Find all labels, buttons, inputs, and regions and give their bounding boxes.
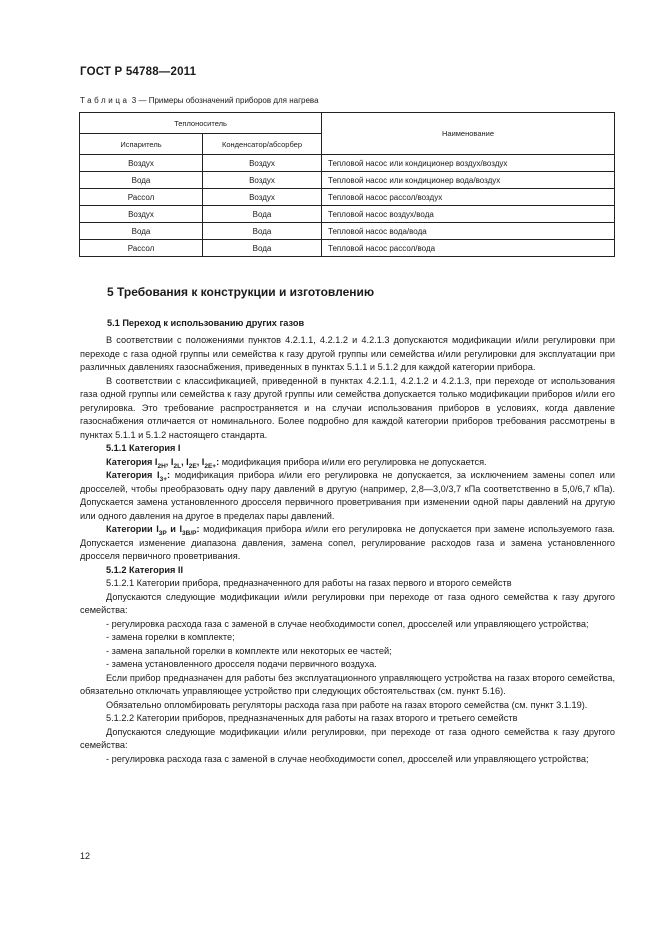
paragraph: Допускаются следующие модификации и/или регулировки при переходе от газа одного семейства к газу другого семейства: [80,591,615,615]
cell-condenser: Вода [203,223,322,240]
cell-evaporator: Вода [80,223,203,240]
cell-evaporator: Воздух [80,155,203,172]
category-subscript: 3+ [159,475,167,483]
clause-5-1-1-title: 5.1.1 Категория I [106,443,181,453]
table-caption [80,96,319,105]
subsection-title: 5.1 Переход к использованию других газов [107,318,305,328]
cell-name: Тепловой насос вода/вода [322,223,615,240]
cell-evaporator: Воздух [80,206,203,223]
paragraph: В соответствии с положениями пунктов 4.2.1.1, 4.2.1.2 и 4.2.1.3 допускаются модификации и/или регулировки при переходе с газа одной группы или семейства к газу другой группы или семейства и/или регулировки для эксплуатации при различных давлениях газоснабжения, приведенных в пунктах 5.1.1 и 5.1.2 для каждой категории прибора. [80,335,615,372]
category-text: модификация прибора и/или его регулировка не допускается, за исключением замены сопел или дросселей, чтобы преобразовать одну пару давлений в другую (например, 2,8—3,0/3,7 кПа соответственно в 5,0/6,7 кПа). Допускается замена установленного дросселя первичного проветривания при изменении одной пары давлений на другую или одного давления на другое в пределах пары давлений. [80,470,616,521]
header-heat-carrier: Теплоноситель [80,113,322,134]
cell-condenser: Воздух [203,172,322,189]
clause-5-1-2-title: 5.1.2 Категория II [106,564,184,575]
category-subscript: 2H [157,462,166,470]
paragraph: Обязательно опломбировать регуляторы расхода газа при работе на газах второго семейства (см. пункт 3.1.19). [106,699,588,710]
clause-5-1-2-1: 5.1.2.1 Категории прибора, предназначенного для работы на газах первого и второго семейств [106,578,512,588]
table-row [80,223,615,240]
table-row [80,189,615,206]
table-row [80,155,615,172]
list-item: - замена горелки в комплекте; [106,632,235,642]
category-text: модификация прибора и/или его регулировка не допускается при замене используемого газа. Допускается изменение диапазона давления, замена сопел, регулирование расходов газа и замена установленного дросселя первичного проветривания. [80,524,615,561]
cell-condenser: Воздух [203,155,322,172]
table-caption-prefix: Таблица [80,96,130,105]
paragraph: Допускаются следующие модификации и/или регулировки, при переходе от газа одного семейства к газу другого семейства: [80,726,615,750]
table-row [80,206,615,223]
paragraph: В соответствии с классификацией, приведенной в пунктах 4.2.1.1, 4.2.1.2 и 4.2.1.3, при переходе от использования газа одной группы или семейства к газу другой группы или семейства допускается только модификации приборов и/или его регулировка. Это требование распространяется и на случаи использования приборов в условиях, когда давление газоснабжения отличается от номинального. Более подробно для каждой категории приборов требования рассмотрены в пунктах 5.1.1 и 5.1.2 настоящего стандарта. [80,375,615,440]
category-subscript: 2E+ [204,462,217,470]
table-row [80,240,615,257]
category-subscript: 3B/P [182,529,197,537]
header-condenser: Конденсатор/абсорбер [203,134,322,155]
list-item: - замена установленного дросселя подачи первичного воздуха. [106,659,377,669]
category-and: и I [166,524,183,534]
category-label: Категории I [106,524,159,534]
clause-5-1-2-2: 5.1.2.2 Категории приборов, предназначенных для работы на газах второго и третьего семейств [106,713,518,723]
cell-evaporator: Рассол [80,240,203,257]
table-caption-text: 3 — Примеры обозначений приборов для нагрева [129,96,319,105]
cell-name: Тепловой насос рассол/воздух [322,189,615,206]
cell-condenser: Воздух [203,189,322,206]
page-number: 12 [80,851,91,861]
category-1-paragraph: Категория $I_{2H}$, $I_{2L}$, $I_{2E}$, $I_{2E+}$: модификация прибора и/или его регулировка не допускается. [106,456,487,470]
category-13-paragraph: Категория $I_{3+}$: модификация прибора и/или его регулировка не допускается, за исключением замены сопел или дросселей, чтобы преобразовать одну пару давлений в другую (например, 2,8—3,0/3,7 кПа соответственно в 5,0/6,7 кПа). Допускается замена установленного дросселя первичного проветривания при изменении одной пары давлений на другую или одного давления на другое в пределах пары давлений. [80,470,616,521]
cell-name: Тепловой насос воздух/вода [322,206,615,223]
category-label: Категория I [106,456,158,467]
cell-evaporator: Рассол [80,189,203,206]
category-subscript: 2L [173,462,182,470]
cell-condenser: Вода [203,240,322,257]
list-item: - замена запальной горелки в комплекте или некоторых ее частей; [106,645,392,656]
cell-name: Тепловой насос или кондиционер вода/воздух [322,172,615,189]
category-subscript: 3P [158,529,167,537]
paragraph: Если прибор предназначен для работы без эксплуатационного управляющего устройства на газах второго семейства, обязательно отключать управляющее устройство при следующих обстоятельствах (см. пункт 5.16). [80,672,615,696]
header-name: Наименование [322,113,615,155]
standard-header: ГОСТ Р 54788—2011 [80,66,197,78]
list-item: - регулировка расхода газа с заменой в случае необходимости сопел, дросселей или управляющего устройства; [106,618,589,629]
category-text: модификация прибора и/или его регулировка не допускается. [219,456,487,467]
category-subscript: 2E [188,462,197,470]
category-3p-paragraph: Категории $I_{3P}$ и $I_{3B/P}$: модификация прибора и/или его регулировка не допускается при замене используемого газа. Допускается изменение диапазона давления, замена сопел, регулирование расходов газа и замена установленного дросселя первичного проветривания. [80,524,615,561]
cell-name: Тепловой насос рассол/вода [322,240,615,257]
category-label: Категория I [106,470,160,480]
cell-evaporator: Вода [80,172,203,189]
designation-table [79,112,615,257]
header-evaporator: Испаритель [80,134,203,155]
table-row [80,172,615,189]
list-item: - регулировка расхода газа с заменой в случае необходимости сопел, дросселей или управляющего устройства; [106,753,589,764]
body-text [80,334,615,766]
section-title: 5 Требования к конструкции и изготовлению [107,285,375,299]
cell-condenser: Вода [203,206,322,223]
cell-name: Тепловой насос или кондиционер воздух/воздух [322,155,615,172]
